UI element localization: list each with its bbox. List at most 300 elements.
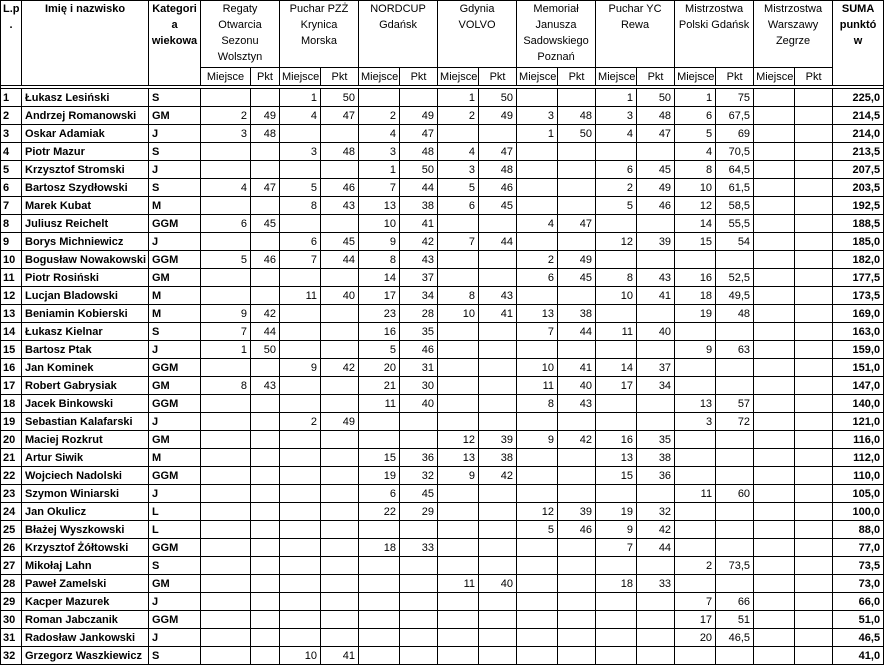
- row-name: Beniamin Kobierski: [22, 305, 149, 323]
- row-place: [754, 323, 795, 341]
- row-place: 4: [517, 215, 558, 233]
- row-points: [795, 233, 833, 251]
- row-points: 70,5: [716, 143, 754, 161]
- row-place: 7: [201, 323, 251, 341]
- row-points: 32: [400, 467, 438, 485]
- row-points: 38: [558, 305, 596, 323]
- row-name: Jacek Binkowski: [22, 395, 149, 413]
- row-place: [754, 215, 795, 233]
- row-place: 9: [675, 341, 716, 359]
- row-place: [280, 161, 321, 179]
- row-place: 6: [359, 485, 400, 503]
- row-points: 50: [321, 89, 359, 107]
- row-points: [479, 395, 517, 413]
- row-points: [251, 557, 280, 575]
- row-points: 34: [400, 287, 438, 305]
- row-place: [201, 233, 251, 251]
- row-place: [280, 629, 321, 647]
- row-points: [795, 305, 833, 323]
- row-points: [637, 251, 675, 269]
- row-place: [280, 611, 321, 629]
- row-points: 41: [637, 287, 675, 305]
- row-points: 36: [400, 449, 438, 467]
- row-points: [400, 431, 438, 449]
- row-lp: 13: [1, 305, 22, 323]
- row-lp: 8: [1, 215, 22, 233]
- row-place: 6: [201, 215, 251, 233]
- row-points: 45: [400, 485, 438, 503]
- row-place: 21: [359, 377, 400, 395]
- row-category: GM: [149, 269, 201, 287]
- row-sum: 203,5: [833, 179, 884, 197]
- row-lp: 30: [1, 611, 22, 629]
- row-points: [795, 395, 833, 413]
- row-name: Łukasz Kielnar: [22, 323, 149, 341]
- row-place: 17: [675, 611, 716, 629]
- row-points: [795, 449, 833, 467]
- row-place: [280, 539, 321, 557]
- row-points: [251, 575, 280, 593]
- row-place: [517, 413, 558, 431]
- row-lp: 31: [1, 629, 22, 647]
- row-sum: 66,0: [833, 593, 884, 611]
- header-event: Mistrzostwa Warszawy Zegrze: [754, 1, 833, 68]
- row-place: 3: [438, 161, 479, 179]
- row-points: [558, 233, 596, 251]
- row-points: [558, 629, 596, 647]
- table-row: [1, 89, 884, 107]
- row-place: [675, 539, 716, 557]
- row-place: [201, 413, 251, 431]
- row-points: [716, 431, 754, 449]
- row-place: 4: [201, 179, 251, 197]
- row-place: [754, 395, 795, 413]
- header-points: Pkt: [716, 68, 754, 86]
- row-points: 54: [716, 233, 754, 251]
- row-lp: 14: [1, 323, 22, 341]
- row-category: GGM: [149, 539, 201, 557]
- row-points: [558, 467, 596, 485]
- row-place: [596, 395, 637, 413]
- row-sum: 116,0: [833, 431, 884, 449]
- row-points: 28: [400, 305, 438, 323]
- row-points: [479, 629, 517, 647]
- row-points: [716, 647, 754, 665]
- row-place: [280, 521, 321, 539]
- row-place: 10: [359, 215, 400, 233]
- row-place: [517, 629, 558, 647]
- row-place: [754, 89, 795, 107]
- row-place: 6: [675, 107, 716, 125]
- row-points: 49: [400, 107, 438, 125]
- row-name: Artur Siwik: [22, 449, 149, 467]
- row-points: 47: [637, 125, 675, 143]
- table-row: [1, 611, 884, 629]
- row-name: Szymon Winiarski: [22, 485, 149, 503]
- row-place: [280, 485, 321, 503]
- row-points: [558, 575, 596, 593]
- row-place: [201, 395, 251, 413]
- row-place: [517, 647, 558, 665]
- row-category: M: [149, 305, 201, 323]
- row-place: [596, 593, 637, 611]
- row-name: Andrzej Romanowski: [22, 107, 149, 125]
- row-points: [716, 377, 754, 395]
- row-points: 43: [251, 377, 280, 395]
- row-points: [795, 629, 833, 647]
- row-points: [716, 521, 754, 539]
- row-points: [400, 413, 438, 431]
- row-points: [637, 485, 675, 503]
- row-points: [479, 611, 517, 629]
- table-row: [1, 143, 884, 161]
- header-points: Pkt: [795, 68, 833, 86]
- row-points: [795, 647, 833, 665]
- row-place: 1: [359, 161, 400, 179]
- row-name: Oskar Adamiak: [22, 125, 149, 143]
- row-category: S: [149, 323, 201, 341]
- row-place: [201, 611, 251, 629]
- row-place: [754, 269, 795, 287]
- table-row: [1, 359, 884, 377]
- row-place: [517, 449, 558, 467]
- row-name: Kacper Mazurek: [22, 593, 149, 611]
- row-sum: 77,0: [833, 539, 884, 557]
- row-points: 48: [716, 305, 754, 323]
- row-points: 42: [637, 521, 675, 539]
- row-points: [479, 539, 517, 557]
- row-place: [517, 287, 558, 305]
- row-sum: 214,5: [833, 107, 884, 125]
- row-place: 18: [675, 287, 716, 305]
- row-points: 47: [558, 215, 596, 233]
- row-points: 44: [637, 539, 675, 557]
- row-place: 8: [675, 161, 716, 179]
- table-row: [1, 503, 884, 521]
- row-points: 49: [251, 107, 280, 125]
- row-points: [637, 647, 675, 665]
- row-place: 2: [517, 251, 558, 269]
- row-name: Bartosz Ptak: [22, 341, 149, 359]
- row-points: [400, 629, 438, 647]
- row-points: 67,5: [716, 107, 754, 125]
- row-sum: 41,0: [833, 647, 884, 665]
- row-place: 8: [438, 287, 479, 305]
- row-points: [795, 377, 833, 395]
- row-sum: 213,5: [833, 143, 884, 161]
- row-place: 15: [359, 449, 400, 467]
- row-category: S: [149, 557, 201, 575]
- row-place: 20: [675, 629, 716, 647]
- row-place: [517, 575, 558, 593]
- row-place: 6: [517, 269, 558, 287]
- row-lp: 15: [1, 341, 22, 359]
- row-points: [251, 233, 280, 251]
- row-points: [795, 521, 833, 539]
- row-lp: 29: [1, 593, 22, 611]
- row-points: 55,5: [716, 215, 754, 233]
- row-points: [795, 269, 833, 287]
- row-points: 41: [321, 647, 359, 665]
- row-place: 11: [517, 377, 558, 395]
- table-row: [1, 197, 884, 215]
- row-points: 60: [716, 485, 754, 503]
- row-points: [321, 575, 359, 593]
- row-points: [251, 143, 280, 161]
- row-lp: 18: [1, 395, 22, 413]
- row-points: 41: [400, 215, 438, 233]
- row-category: M: [149, 197, 201, 215]
- row-place: 10: [517, 359, 558, 377]
- row-sum: 214,0: [833, 125, 884, 143]
- row-points: 46: [479, 179, 517, 197]
- row-place: [754, 251, 795, 269]
- row-points: [251, 647, 280, 665]
- row-points: 42: [400, 233, 438, 251]
- row-points: 61,5: [716, 179, 754, 197]
- row-place: 2: [201, 107, 251, 125]
- row-place: [675, 251, 716, 269]
- row-place: [517, 341, 558, 359]
- header-place: Miejsce: [754, 68, 795, 86]
- row-place: [517, 485, 558, 503]
- row-lp: 2: [1, 107, 22, 125]
- row-category: M: [149, 287, 201, 305]
- row-place: [201, 485, 251, 503]
- row-sum: 112,0: [833, 449, 884, 467]
- row-category: GM: [149, 107, 201, 125]
- row-place: 14: [675, 215, 716, 233]
- row-points: [795, 287, 833, 305]
- row-lp: 17: [1, 377, 22, 395]
- row-place: [201, 359, 251, 377]
- row-points: [637, 143, 675, 161]
- row-place: [517, 161, 558, 179]
- row-lp: 22: [1, 467, 22, 485]
- row-points: [795, 611, 833, 629]
- row-points: 47: [321, 107, 359, 125]
- row-points: 43: [479, 287, 517, 305]
- row-place: [754, 305, 795, 323]
- row-lp: 20: [1, 431, 22, 449]
- row-place: [438, 377, 479, 395]
- row-points: [251, 431, 280, 449]
- row-place: 12: [438, 431, 479, 449]
- row-place: 7: [517, 323, 558, 341]
- row-points: [251, 449, 280, 467]
- row-place: [201, 431, 251, 449]
- row-category: GGM: [149, 251, 201, 269]
- row-points: 48: [321, 143, 359, 161]
- table-row: [1, 467, 884, 485]
- row-place: [596, 341, 637, 359]
- row-points: [795, 413, 833, 431]
- row-category: J: [149, 233, 201, 251]
- row-name: Grzegorz Waszkiewicz: [22, 647, 149, 665]
- row-points: [795, 107, 833, 125]
- row-place: [596, 215, 637, 233]
- row-place: [438, 251, 479, 269]
- header-event: Mistrzostwa Polski Gdańsk: [675, 1, 754, 68]
- row-place: [438, 557, 479, 575]
- row-place: [754, 485, 795, 503]
- row-place: [675, 467, 716, 485]
- row-points: [400, 557, 438, 575]
- row-points: [716, 251, 754, 269]
- table-row: [1, 233, 884, 251]
- row-points: [251, 395, 280, 413]
- row-points: [558, 449, 596, 467]
- row-place: [359, 431, 400, 449]
- row-points: 31: [400, 359, 438, 377]
- row-place: [596, 485, 637, 503]
- row-sum: 73,0: [833, 575, 884, 593]
- row-place: 13: [438, 449, 479, 467]
- row-place: 5: [596, 197, 637, 215]
- row-place: [280, 269, 321, 287]
- row-place: [596, 557, 637, 575]
- table-row: [1, 449, 884, 467]
- table-row: [1, 323, 884, 341]
- row-points: 42: [251, 305, 280, 323]
- row-sum: 100,0: [833, 503, 884, 521]
- row-points: 49: [558, 251, 596, 269]
- row-place: 23: [359, 305, 400, 323]
- table-row: [1, 413, 884, 431]
- row-points: 40: [479, 575, 517, 593]
- row-place: 11: [280, 287, 321, 305]
- row-points: 51: [716, 611, 754, 629]
- row-sum: 151,0: [833, 359, 884, 377]
- row-points: 58,5: [716, 197, 754, 215]
- row-points: 72: [716, 413, 754, 431]
- row-points: [321, 485, 359, 503]
- row-points: [637, 341, 675, 359]
- row-place: 18: [596, 575, 637, 593]
- row-points: 49: [321, 413, 359, 431]
- row-points: 43: [321, 197, 359, 215]
- row-points: 48: [479, 161, 517, 179]
- row-points: 52,5: [716, 269, 754, 287]
- row-place: [359, 611, 400, 629]
- row-points: [795, 323, 833, 341]
- row-points: 32: [637, 503, 675, 521]
- row-name: Lucjan Bladowski: [22, 287, 149, 305]
- row-category: L: [149, 521, 201, 539]
- row-points: 46,5: [716, 629, 754, 647]
- row-points: 37: [637, 359, 675, 377]
- row-points: [637, 395, 675, 413]
- row-points: 50: [251, 341, 280, 359]
- row-place: [359, 413, 400, 431]
- row-place: 11: [359, 395, 400, 413]
- row-place: [754, 647, 795, 665]
- row-place: 1: [675, 89, 716, 107]
- row-points: [321, 521, 359, 539]
- row-place: [754, 467, 795, 485]
- table-row: [1, 125, 884, 143]
- row-place: 9: [359, 233, 400, 251]
- row-points: [479, 215, 517, 233]
- row-place: [201, 557, 251, 575]
- row-place: 13: [517, 305, 558, 323]
- row-points: [479, 557, 517, 575]
- row-place: 5: [675, 125, 716, 143]
- row-place: [596, 611, 637, 629]
- header-event: NORDCUP Gdańsk: [359, 1, 438, 68]
- row-place: [280, 215, 321, 233]
- header-event: Gdynia VOLVO: [438, 1, 517, 68]
- row-name: Krzysztof Stromski: [22, 161, 149, 179]
- row-category: GGM: [149, 467, 201, 485]
- row-place: [201, 539, 251, 557]
- row-points: [558, 179, 596, 197]
- table-row: [1, 575, 884, 593]
- row-points: [558, 89, 596, 107]
- row-place: 1: [517, 125, 558, 143]
- row-points: 40: [400, 395, 438, 413]
- row-points: [251, 467, 280, 485]
- row-sum: 192,5: [833, 197, 884, 215]
- row-place: [280, 557, 321, 575]
- row-place: [754, 503, 795, 521]
- row-place: 15: [596, 467, 637, 485]
- row-points: 48: [251, 125, 280, 143]
- row-place: [596, 629, 637, 647]
- row-place: [438, 395, 479, 413]
- row-place: [754, 341, 795, 359]
- row-name: Paweł Zamelski: [22, 575, 149, 593]
- row-category: GGM: [149, 395, 201, 413]
- table-row: [1, 629, 884, 647]
- table-row: [1, 305, 884, 323]
- row-place: 2: [280, 413, 321, 431]
- row-place: [201, 467, 251, 485]
- row-place: [517, 539, 558, 557]
- row-points: [795, 125, 833, 143]
- row-place: [438, 341, 479, 359]
- row-name: Mikołaj Lahn: [22, 557, 149, 575]
- row-points: 46: [251, 251, 280, 269]
- row-place: [201, 593, 251, 611]
- row-category: J: [149, 413, 201, 431]
- row-points: [637, 629, 675, 647]
- row-place: 2: [675, 557, 716, 575]
- row-points: [479, 485, 517, 503]
- row-place: [754, 611, 795, 629]
- row-place: 5: [359, 341, 400, 359]
- row-place: 5: [517, 521, 558, 539]
- row-points: 47: [479, 143, 517, 161]
- row-place: [675, 503, 716, 521]
- row-points: [321, 269, 359, 287]
- row-place: [754, 197, 795, 215]
- row-place: 7: [280, 251, 321, 269]
- row-points: [400, 593, 438, 611]
- row-points: 40: [637, 323, 675, 341]
- table-row: [1, 539, 884, 557]
- row-points: 45: [558, 269, 596, 287]
- row-points: 73,5: [716, 557, 754, 575]
- row-lp: 7: [1, 197, 22, 215]
- row-points: 46: [637, 197, 675, 215]
- row-points: [716, 467, 754, 485]
- row-points: 69: [716, 125, 754, 143]
- row-sum: 188,5: [833, 215, 884, 233]
- row-points: 41: [558, 359, 596, 377]
- row-category: S: [149, 143, 201, 161]
- row-sum: 207,5: [833, 161, 884, 179]
